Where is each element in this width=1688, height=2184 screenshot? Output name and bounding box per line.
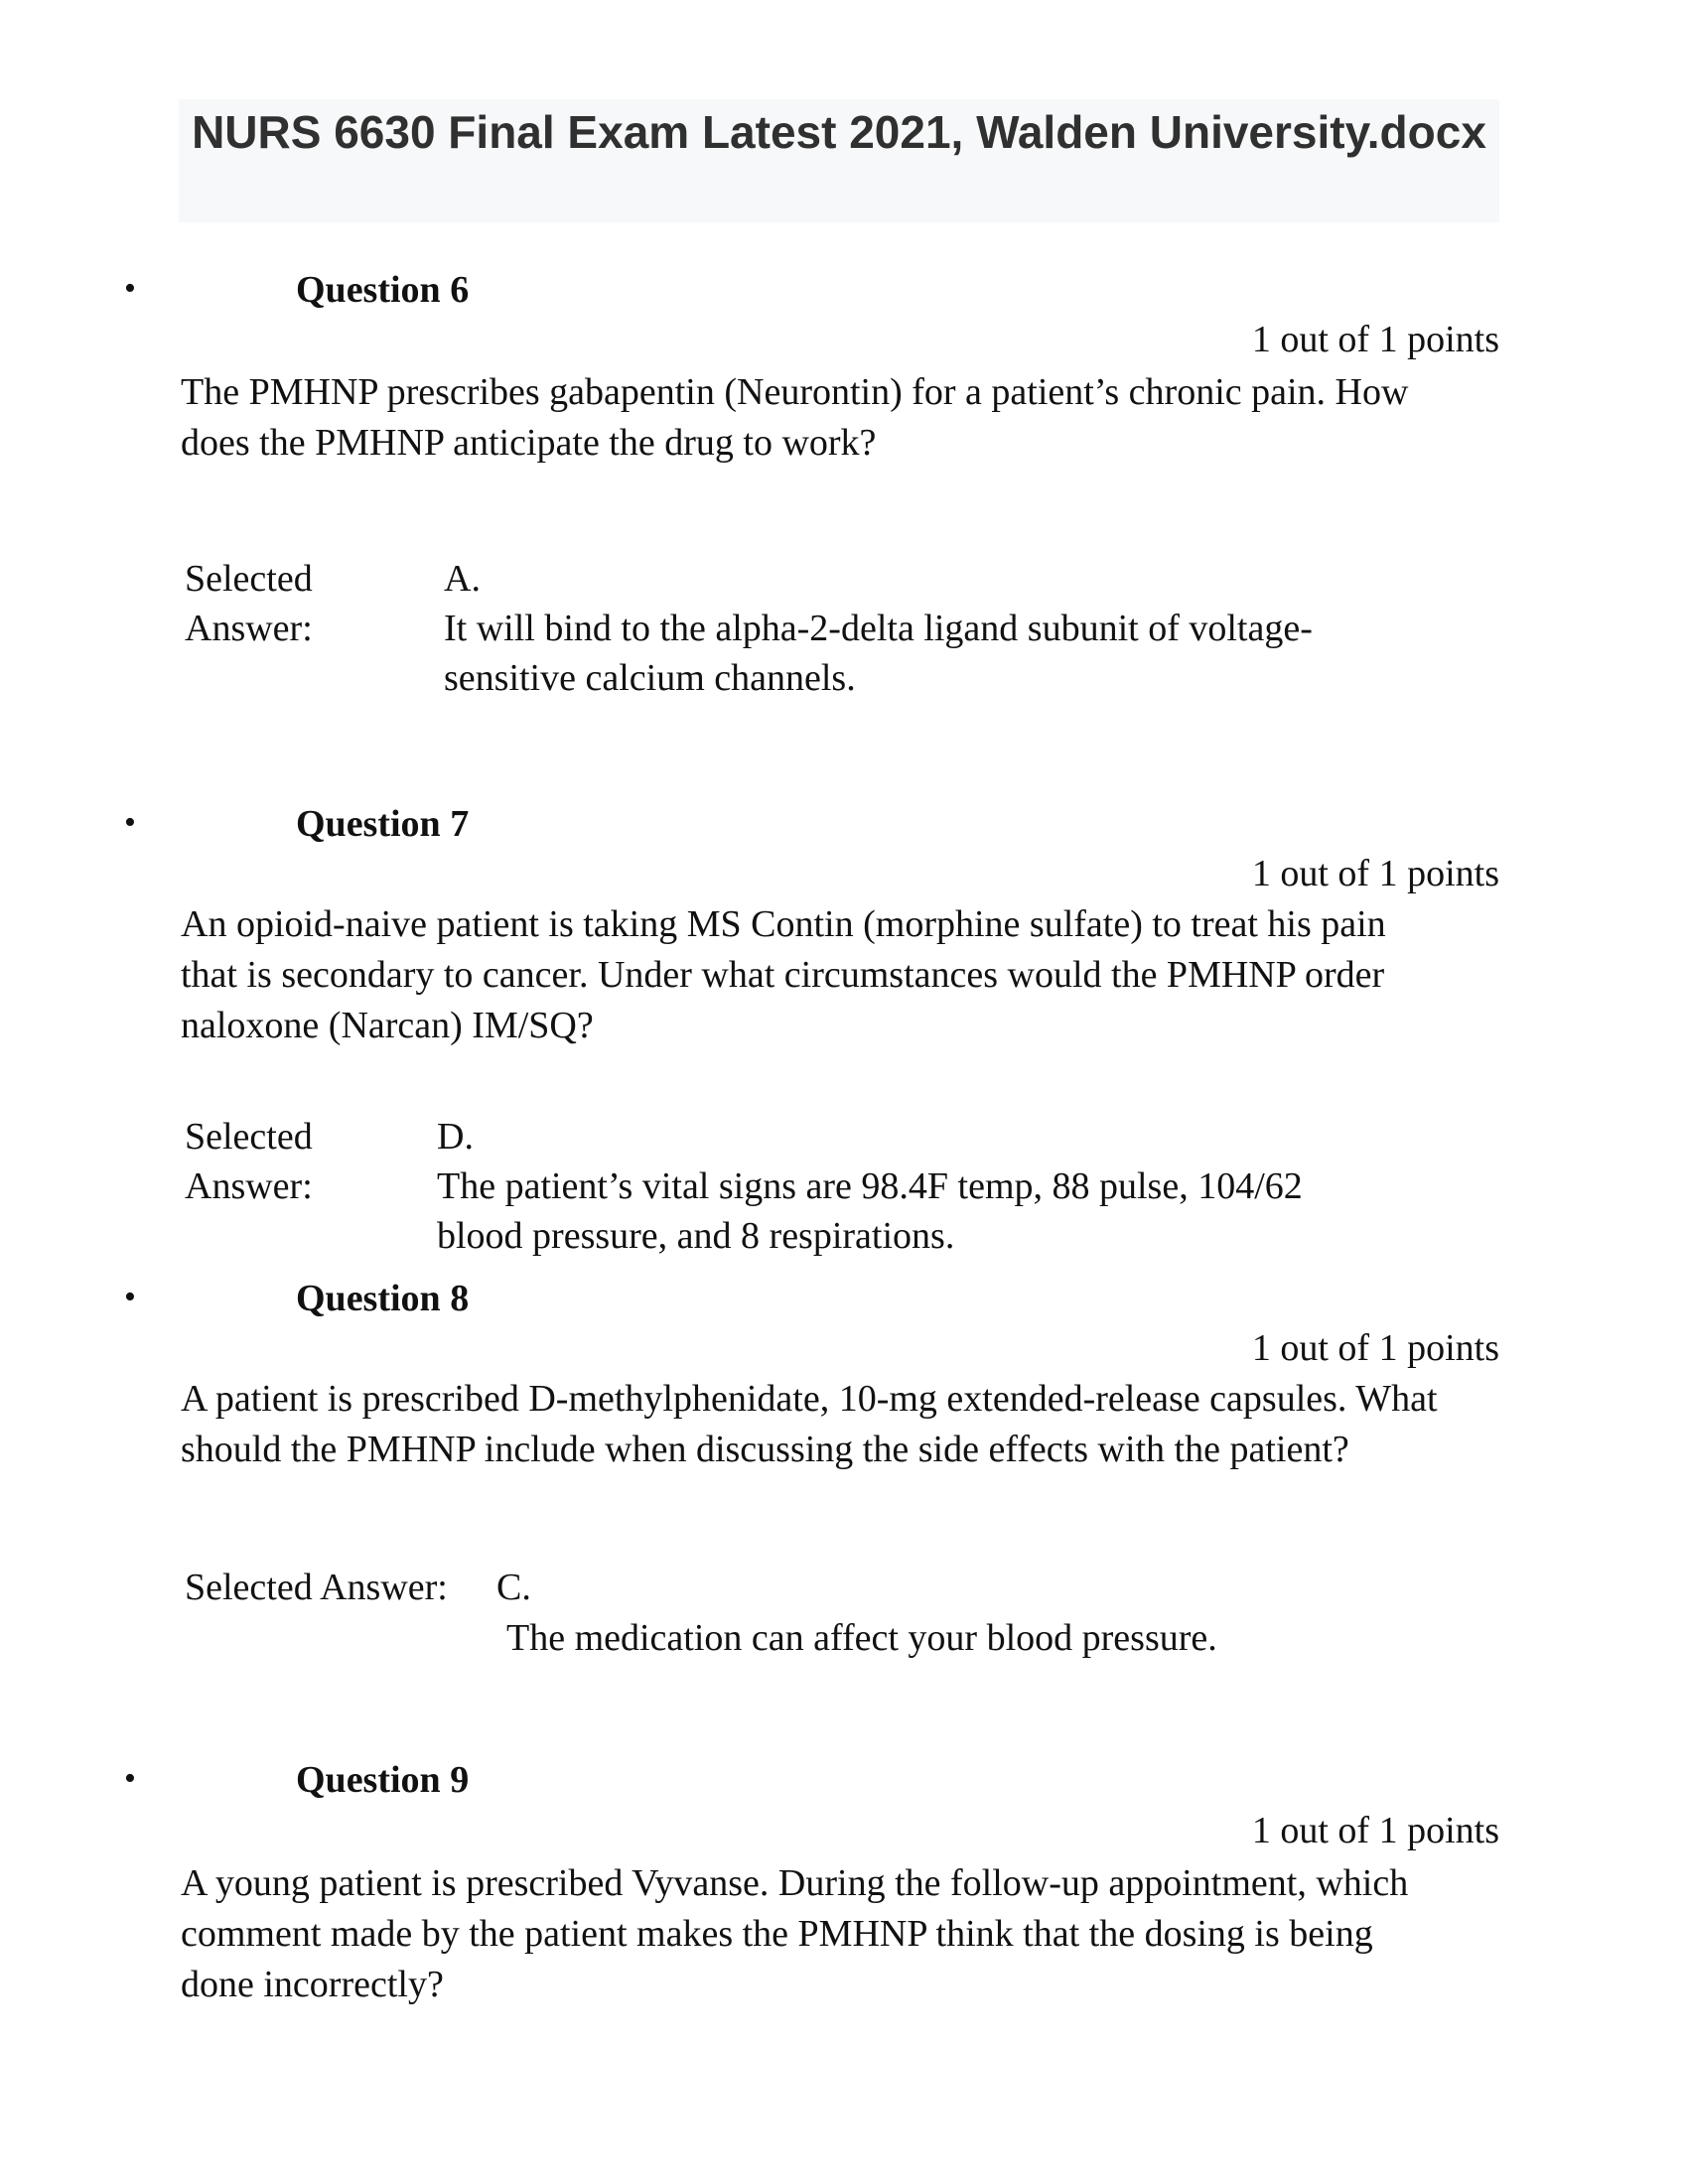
document-title: NURS 6630 Final Exam Latest 2021, Walden University.docx bbox=[192, 106, 1486, 158]
points-score: 1 out of 1 points bbox=[1251, 1327, 1499, 1369]
question-heading: Question 7 bbox=[296, 803, 470, 845]
answer-label: Answer: bbox=[185, 1165, 313, 1207]
bullet: • bbox=[124, 1279, 136, 1315]
question-heading: Question 9 bbox=[296, 1759, 470, 1801]
points-score: 1 out of 1 points bbox=[1251, 853, 1499, 894]
answer-letter: A. bbox=[444, 558, 481, 600]
bullet: • bbox=[124, 270, 136, 307]
question-heading: Question 6 bbox=[296, 269, 470, 311]
question-heading: Question 8 bbox=[296, 1278, 470, 1319]
answer-text: The medication can affect your blood pressure. bbox=[506, 1617, 1217, 1659]
selected-answer-label: Selected Answer: bbox=[185, 1567, 448, 1608]
question-text: A patient is prescribed D-methylphenidate, 10-mg extended-release capsules. What should the PMHNP include when discussing the side effects with the patient? bbox=[181, 1378, 1438, 1470]
answer-letter: D. bbox=[437, 1116, 474, 1158]
selected-label: Selected bbox=[185, 1116, 313, 1158]
points-score: 1 out of 1 points bbox=[1251, 319, 1499, 360]
bullet: • bbox=[124, 804, 136, 841]
answer-letter: C. bbox=[496, 1567, 531, 1608]
question-text: A young patient is prescribed Vyvanse. During the follow-up appointment, which comment made by the patient makes the PMHNP think that the dosing is being done incorrectly? bbox=[181, 1862, 1409, 2005]
question-text: The PMHNP prescribes gabapentin (Neurontin) for a patient’s chronic pain. How does the PMHNP anticipate the drug to work? bbox=[181, 371, 1409, 464]
selected-label: Selected bbox=[185, 558, 313, 600]
answer-label: Answer: bbox=[185, 608, 313, 649]
answer-text: It will bind to the alpha-2-delta ligand subunit of voltage-sensitive calcium channels. bbox=[444, 608, 1313, 699]
answer-text: The patient’s vital signs are 98.4F temp, 88 pulse, 104/62 blood pressure, and 8 respirations. bbox=[437, 1165, 1303, 1257]
bullet: • bbox=[124, 1760, 136, 1797]
question-text: An opioid-naive patient is taking MS Contin (morphine sulfate) to treat his pain that is secondary to cancer. Under what circumstances would the PMHNP order naloxone (Narcan) IM/SQ? bbox=[181, 903, 1386, 1046]
points-score: 1 out of 1 points bbox=[1251, 1810, 1499, 1851]
